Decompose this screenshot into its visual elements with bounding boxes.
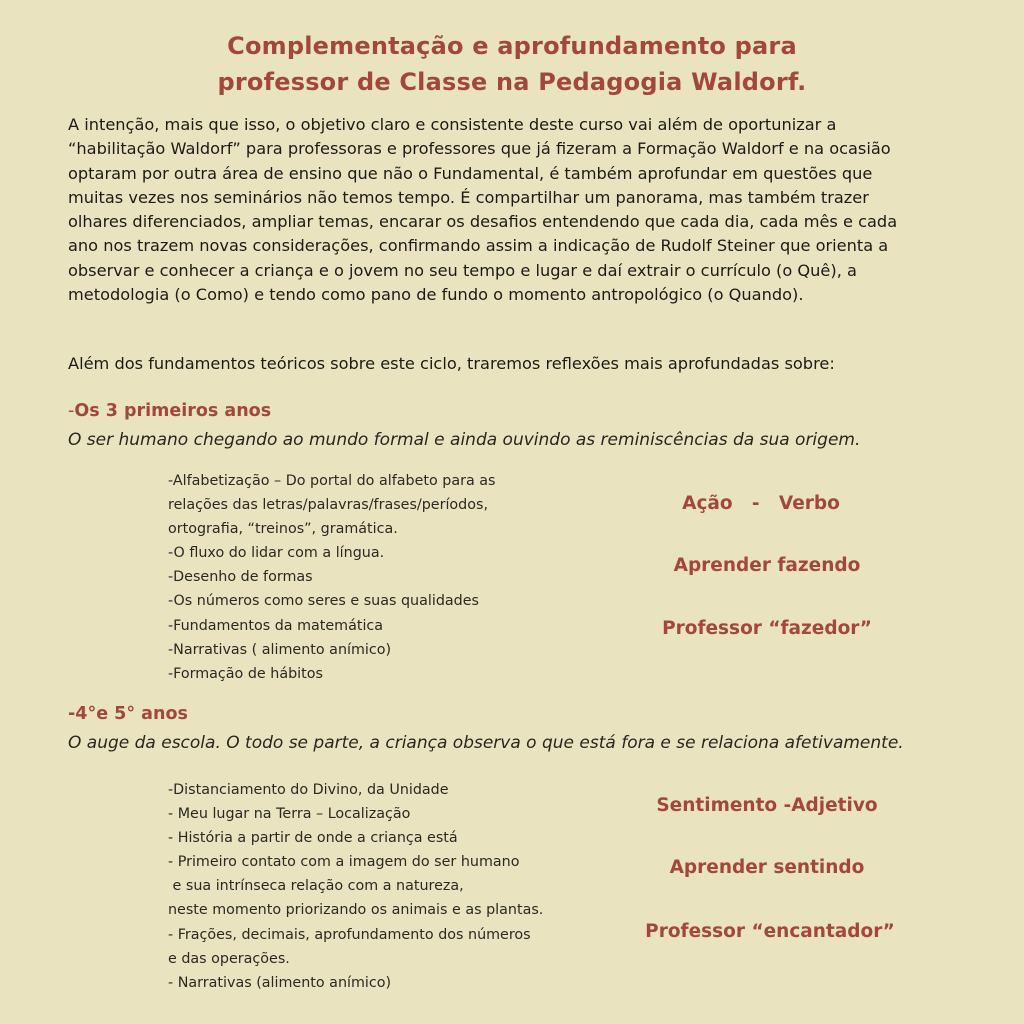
- page-title: [0, 28, 1024, 100]
- section-2-subtitle: O auge da escola. O todo se parte, a criança observa o que está fora e se relaciona afetivamente.: [68, 733, 904, 753]
- list-item: - Meu lugar na Terra – Localização: [168, 806, 411, 823]
- section-2-list: [168, 778, 543, 995]
- section-1-keyword-action: Ação - Verbo: [682, 493, 840, 514]
- list-item: relações das letras/palavras/frases/períodos,: [168, 497, 488, 514]
- intro-line: “habilitação Waldorf” para professoras e professores que já fizeram a Formação Waldorf e na ocasião: [68, 139, 891, 159]
- section-1-title-text: Os 3 primeiros anos: [74, 401, 272, 421]
- list-item: -Narrativas ( alimento anímico): [168, 641, 392, 658]
- intro-paragraph: [68, 113, 988, 307]
- section-1-dash: -: [68, 401, 75, 421]
- list-item: -Alfabetização – Do portal do alfabeto para as: [168, 473, 496, 489]
- title-line-1: Complementação e aprofundamento para: [227, 32, 797, 60]
- list-item: - Frações, decimais, aprofundamento dos números: [168, 926, 531, 943]
- section-1-keyword-teacher: Professor “fazedor”: [662, 618, 872, 639]
- list-item: -O fluxo do lidar com a língua.: [168, 545, 385, 562]
- list-item: -Os números como seres e suas qualidades: [168, 593, 479, 610]
- section-2-keyword-feeling: Sentimento -Adjetivo: [656, 795, 878, 816]
- list-item: ortografia, “treinos”, gramática.: [168, 521, 398, 538]
- intro-line: optaram por outra área de ensino que não o Fundamental, é também aprofundar em questões que: [68, 163, 873, 183]
- intro-line: observar e conhecer a criança e o jovem no seu tempo e lugar e daí extrair o currículo (o Quê), a: [68, 260, 857, 280]
- list-item: -Fundamentos da matemática: [168, 617, 384, 634]
- list-item: e das operações.: [168, 950, 290, 967]
- intro-line: A intenção, mais que isso, o objetivo claro e consistente deste curso vai além de oportunizar a: [68, 115, 837, 134]
- section-1-subtitle: O ser humano chegando ao mundo formal e ainda ouvindo as reminiscências da sua origem.: [68, 430, 861, 450]
- section-2-keyword-learn: Aprender sentindo: [669, 857, 865, 878]
- list-item: -Distanciamento do Divino, da Unidade: [168, 782, 449, 798]
- list-item: -Formação de hábitos: [168, 665, 323, 682]
- list-item: neste momento priorizando os animais e as plantas.: [168, 902, 544, 919]
- intro-line: ano nos trazem novas considerações, confirmando assim a indicação de Rudolf Steiner que orienta a: [68, 236, 889, 256]
- title-line-2: professor de Classe na Pedagogia Waldorf.: [217, 68, 807, 96]
- list-item: e sua intrínseca relação com a natureza,: [168, 878, 464, 895]
- lead-sentence: Além dos fundamentos teóricos sobre este ciclo, traremos reflexões mais aprofundadas sobre:: [68, 354, 835, 373]
- section-1-list: [168, 469, 496, 686]
- section-1-title: [68, 401, 271, 421]
- section-2-title: -4°e 5° anos: [68, 704, 188, 724]
- section-1-keyword-learn: Aprender fazendo: [673, 555, 861, 576]
- intro-line: olhares diferenciados, ampliar temas, encarar os desafios entendendo que cada dia, cada mês e cada: [68, 212, 898, 232]
- intro-line: metodologia (o Como) e tendo como pano de fundo o momento antropológico (o Quando).: [68, 285, 804, 305]
- list-item: - História a partir de onde a criança está: [168, 830, 458, 847]
- list-item: - Narrativas (alimento anímico): [168, 974, 392, 991]
- list-item: -Desenho de formas: [168, 569, 313, 586]
- list-item: - Primeiro contato com a imagem do ser humano: [168, 854, 520, 871]
- intro-line: muitas vezes nos seminários não temos tempo. É compartilhar um panorama, mas também trazer: [68, 187, 869, 207]
- section-2-keyword-teacher: Professor “encantador”: [645, 921, 895, 942]
